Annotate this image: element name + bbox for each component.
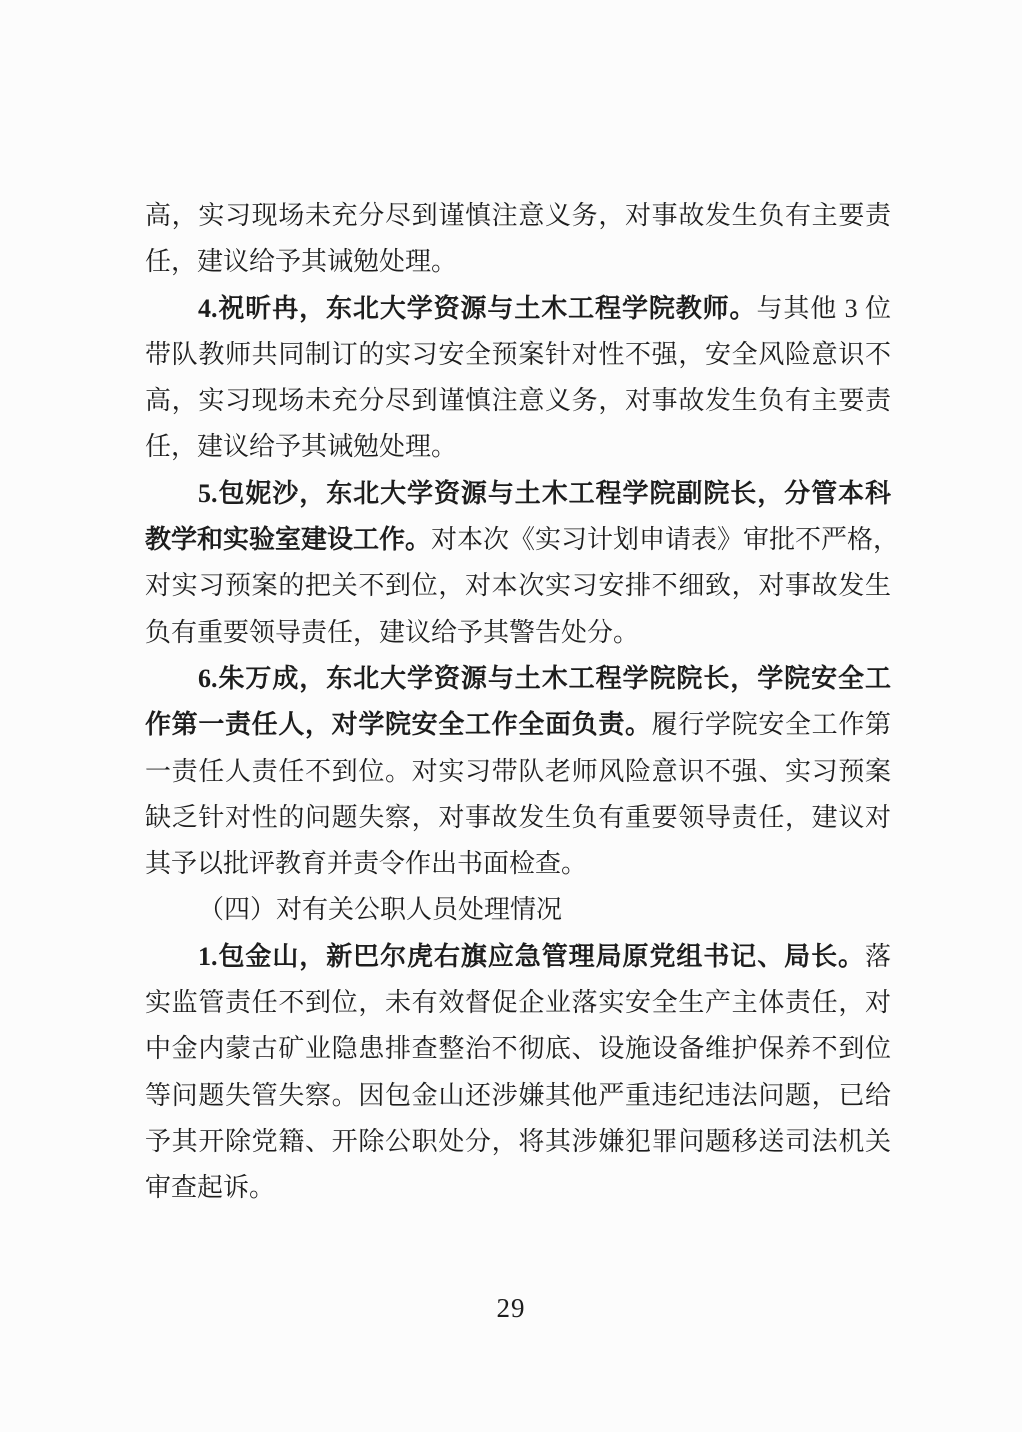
text-line: [145, 517, 900, 563]
bold-text-segment: 1.包金山，新巴尔虎右旗应急管理局原党组书记、局长。: [198, 941, 865, 971]
text-line: [145, 332, 891, 378]
bold-text-segment: 6.朱万成，东北大学资源与土木工程学院院长，学院安全工: [198, 663, 891, 693]
text-segment: 一责任人责任不到位。对实习带队老师风险意识不强、实习预案: [145, 756, 891, 786]
text-line: [145, 795, 891, 841]
text-segment: 等问题失管失察。因包金山还涉嫌其他严重违纪违法问题，已给: [145, 1080, 891, 1110]
text-segment: 审查起诉。: [145, 1173, 276, 1203]
text-line: [145, 656, 891, 702]
text-segment: 对本次《实习计划申请表》审批不严格，: [431, 525, 900, 555]
text-line: [145, 1119, 891, 1165]
text-segment: 对实习预案的把关不到位，对本次实习安排不细致，对事故发生: [145, 571, 891, 601]
text-line: [145, 702, 891, 748]
text-segment: 与其他 3 位: [756, 293, 891, 323]
text-segment: 实监管责任不到位，未有效督促企业落实安全生产主体责任，对: [145, 988, 891, 1018]
text-segment: 高，实习现场未充分尽到谨慎注意义务，对事故发生负有主要责: [145, 201, 891, 230]
page-number: 29: [496, 1293, 526, 1323]
text-line: [145, 378, 891, 424]
text-segment: 其予以批评教育并责令作出书面检查。: [145, 849, 588, 879]
text-line: [145, 563, 891, 609]
text-line: [145, 1073, 891, 1119]
text-line: [145, 1026, 891, 1072]
text-segment: 高，实习现场未充分尽到谨慎注意义务，对事故发生负有主要责: [145, 386, 891, 416]
text-line: [145, 286, 891, 332]
text-line: [145, 424, 891, 470]
text-segment: 落: [864, 941, 891, 971]
text-line: [145, 887, 891, 933]
text-line: [145, 239, 891, 285]
text-segment: 带队教师共同制订的实习安全预案针对性不强，安全风险意识不: [145, 339, 891, 369]
bold-text-segment: 教学和实验室建设工作。: [145, 525, 432, 555]
text-line: [145, 980, 891, 1026]
bold-text-segment: 4.祝昕冉，东北大学资源与土木工程学院教师。: [198, 293, 757, 323]
bold-text-segment: 5.包妮沙，东北大学资源与土木工程学院副院长，分管本科: [198, 478, 891, 508]
text-line: [145, 193, 891, 239]
text-segment: 任，建议给予其诫勉处理。: [145, 432, 458, 462]
document-body: [145, 193, 900, 1212]
text-line: [145, 749, 891, 795]
text-line: [145, 610, 891, 656]
text-segment: 任，建议给予其诫勉处理。: [145, 247, 458, 277]
text-line: [145, 1165, 891, 1211]
text-segment: 负有重要领导责任，建议给予其警告处分。: [145, 617, 640, 647]
text-line: [145, 471, 891, 517]
text-segment: 缺乏针对性的问题失察，对事故发生负有重要领导责任，建议对: [145, 802, 891, 832]
text-line: [145, 841, 891, 887]
text-segment: 履行学院安全工作第: [651, 710, 891, 740]
text-segment: 予其开除党籍、开除公职处分，将其涉嫌犯罪问题移送司法机关: [145, 1126, 891, 1156]
text-segment: （四）对有关公职人员处理情况: [198, 895, 563, 925]
text-line: [145, 934, 891, 980]
text-segment: 中金内蒙古矿业隐患排查整治不彻底、设施设备维护保养不到位: [145, 1034, 891, 1064]
bold-text-segment: 作第一责任人，对学院安全工作全面负责。: [145, 710, 652, 740]
